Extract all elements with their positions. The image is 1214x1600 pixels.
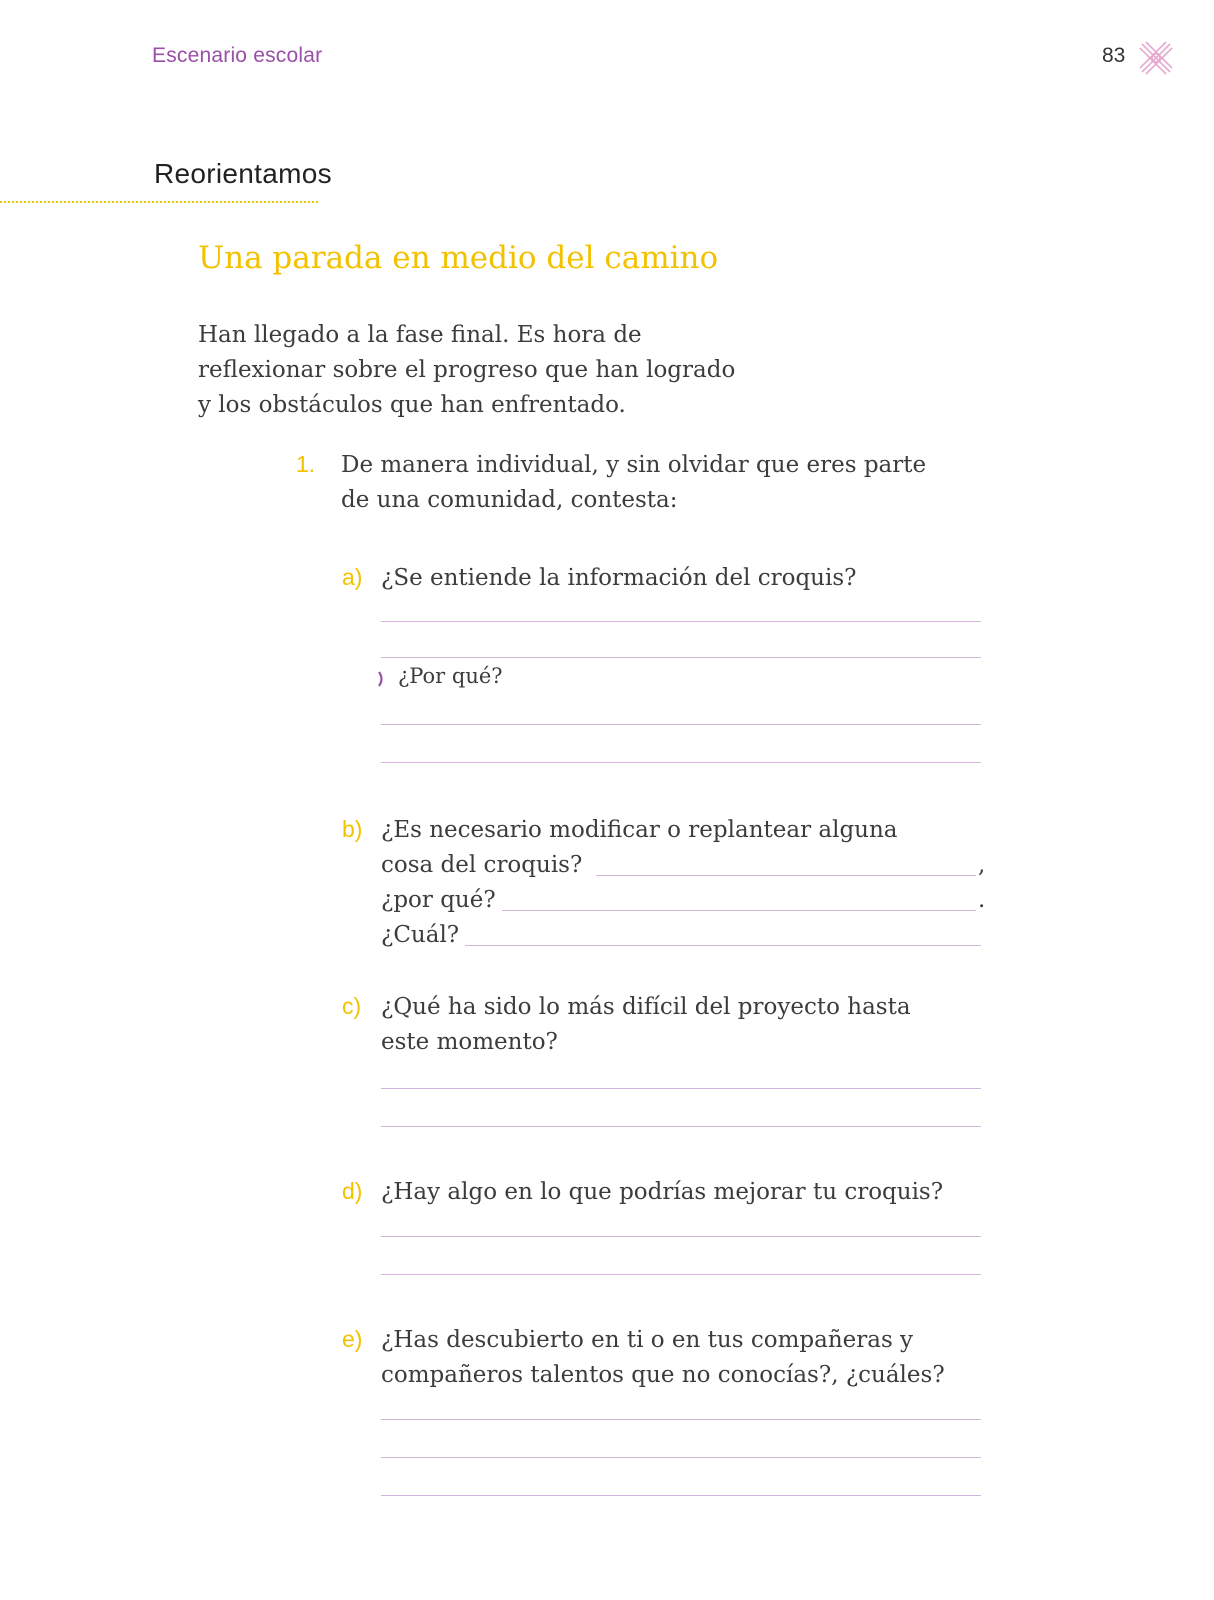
answer-line[interactable] [381, 1274, 981, 1275]
answer-line[interactable] [381, 621, 981, 622]
question-e-text [381, 1323, 1001, 1393]
answer-line[interactable] [381, 762, 981, 763]
question-a-label: a) [342, 564, 363, 590]
question-d-label: d) [342, 1178, 363, 1204]
answer-line[interactable] [596, 875, 976, 876]
answer-line[interactable] [502, 910, 976, 911]
section-title: Reorientamos [154, 158, 332, 189]
question-c-line: este momento? [381, 1029, 558, 1055]
question-b-line3: ¿por qué? [381, 887, 496, 913]
answer-line[interactable] [465, 945, 981, 946]
page-number: 83 [1102, 44, 1126, 67]
cross-star-icon [1138, 40, 1174, 76]
question-b-line2-punct: , [978, 852, 986, 878]
answer-line[interactable] [381, 1126, 981, 1127]
answer-line[interactable] [381, 1457, 981, 1458]
question-b-line3-punct: . [978, 887, 986, 913]
question-e-label: e) [342, 1326, 363, 1352]
running-head: Escenario escolar [152, 44, 323, 67]
section-divider [0, 201, 318, 203]
question-a-follow-up: ¿Por qué? [398, 664, 503, 688]
question-b-line2: cosa del croquis? [381, 852, 583, 878]
question-c-label: c) [342, 993, 362, 1019]
question-c-text [381, 990, 911, 1060]
answer-line[interactable] [381, 1088, 981, 1089]
activity-instruction [341, 448, 981, 518]
activity-number: 1. [296, 451, 316, 477]
answer-line[interactable] [381, 724, 981, 725]
bullet-mark-icon [377, 670, 385, 688]
instruction-line: De manera individual, y sin olvidar que eres parte [341, 452, 927, 478]
question-e-line: ¿Has descubierto en ti o en tus compañeras y [381, 1327, 914, 1353]
answer-line[interactable] [381, 1236, 981, 1237]
question-b-line1: ¿Es necesario modificar o replantear alguna [381, 817, 898, 843]
question-e-line: compañeros talentos que no conocías?, ¿cuáles? [381, 1362, 945, 1388]
instruction-line: de una comunidad, contesta: [341, 487, 678, 513]
activity-subtitle: Una parada en medio del camino [198, 240, 719, 276]
intro-line: y los obstáculos que han enfrentado. [198, 392, 626, 418]
question-c-line: ¿Qué ha sido lo más difícil del proyecto hasta [381, 994, 911, 1020]
question-a-text: ¿Se entiende la información del croquis? [381, 565, 857, 591]
question-d-text: ¿Hay algo en lo que podrías mejorar tu croquis? [381, 1179, 944, 1205]
question-b-label: b) [342, 816, 363, 842]
question-b-line4: ¿Cuál? [381, 922, 460, 948]
intro-line: reflexionar sobre el progreso que han logrado [198, 357, 736, 383]
answer-line[interactable] [381, 1419, 981, 1420]
intro-paragraph [198, 318, 798, 423]
intro-line: Han llegado a la fase final. Es hora de [198, 322, 642, 348]
answer-line[interactable] [381, 657, 981, 658]
answer-line[interactable] [381, 1495, 981, 1496]
